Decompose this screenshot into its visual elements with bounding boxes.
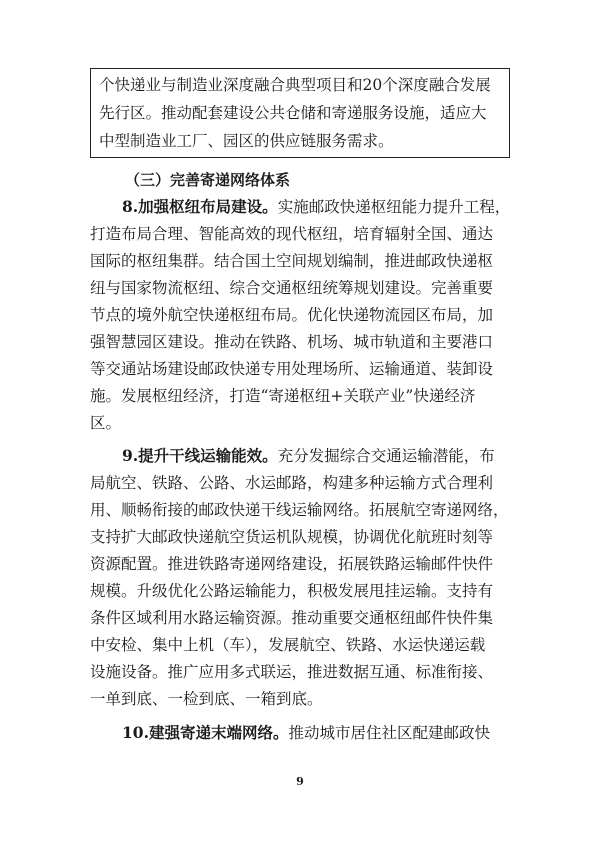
para-title: 8.加强枢纽布局建设。 [122,197,278,216]
page-number: 9 [296,775,304,788]
section-heading: （三）完善寄递网络体系 [125,171,291,189]
para-line: 强智慧园区建设。推动在铁路、机场、城市轨道和主要港口 [90,333,494,351]
para-line: 一单到底、一检到底、一箱到底。 [90,690,323,708]
para-line: 节点的境外航空快递枢纽布局。优化快递物流园区布局，加 [90,306,494,324]
para-line: 纽与国家物流枢纽、综合交通枢纽统筹规划建设。完善重要 [90,279,494,297]
para-line: 区。 [90,414,122,432]
para-line: 用、顺畅衔接的邮政快递干线运输网络。拓展航空寄递网络， [90,501,509,519]
para-line: 施。发展枢纽经济，打造“寄递枢纽+关联产业”快递经济 [90,387,476,405]
para-line: 条件区域利用水路运输资源。推动重要交通枢纽邮件快件集 [90,609,494,627]
box-line: 中型制造业工厂、园区的供应链服务需求。 [99,132,394,150]
para-line: 规模。升级优化公路运输能力，积极发展甩挂运输。支持有 [90,582,494,600]
para-line: 打造布局合理、智能高效的现代枢纽，培育辐射全国、通达 [90,225,494,243]
para-line: 支持扩大邮政快递航空货运机队规模，协调优化航班时刻等 [90,528,494,546]
para-line: 中安检、集中上机（车），发展航空、铁路、水运快递运载 [90,636,486,654]
para-first-line [122,719,490,747]
box-line: 先行区。推动配套建设公共仓储和寄递服务设施，适应大 [99,104,487,122]
para-line: 等交通站场建设邮政快递专用处理场所、运输通道、装卸设 [90,360,494,378]
para-title: 9.提升干线运输能效。 [122,446,278,465]
para-line: 资源配置。推进铁路寄递网络建设，拓展铁路运输邮件快件 [90,555,494,573]
para-line: 局航空、铁路、公路、水运邮路，构建多种运输方式合理利 [90,474,494,492]
para-title: 10.建强寄递末端网络。 [122,723,289,742]
para-text: 充分发掘综合交通运输潜能，布 [277,447,495,465]
para-line: 国际的枢纽集群。结合国土空间规划编制，推进邮政快递枢 [90,252,494,270]
para-first-line [122,442,495,470]
highlight-box [90,68,510,158]
para-first-line [122,193,510,221]
para-line: 设施设备。推广应用多式联运，推进数据互通、标准衔接、 [90,663,494,681]
box-line: 个快递业与制造业深度融合典型项目和20个深度融合发展 [99,76,491,94]
para-text: 实施邮政快递枢纽能力提升工程， [277,198,511,216]
para-text: 推动城市居住社区配建邮政快 [288,724,490,742]
